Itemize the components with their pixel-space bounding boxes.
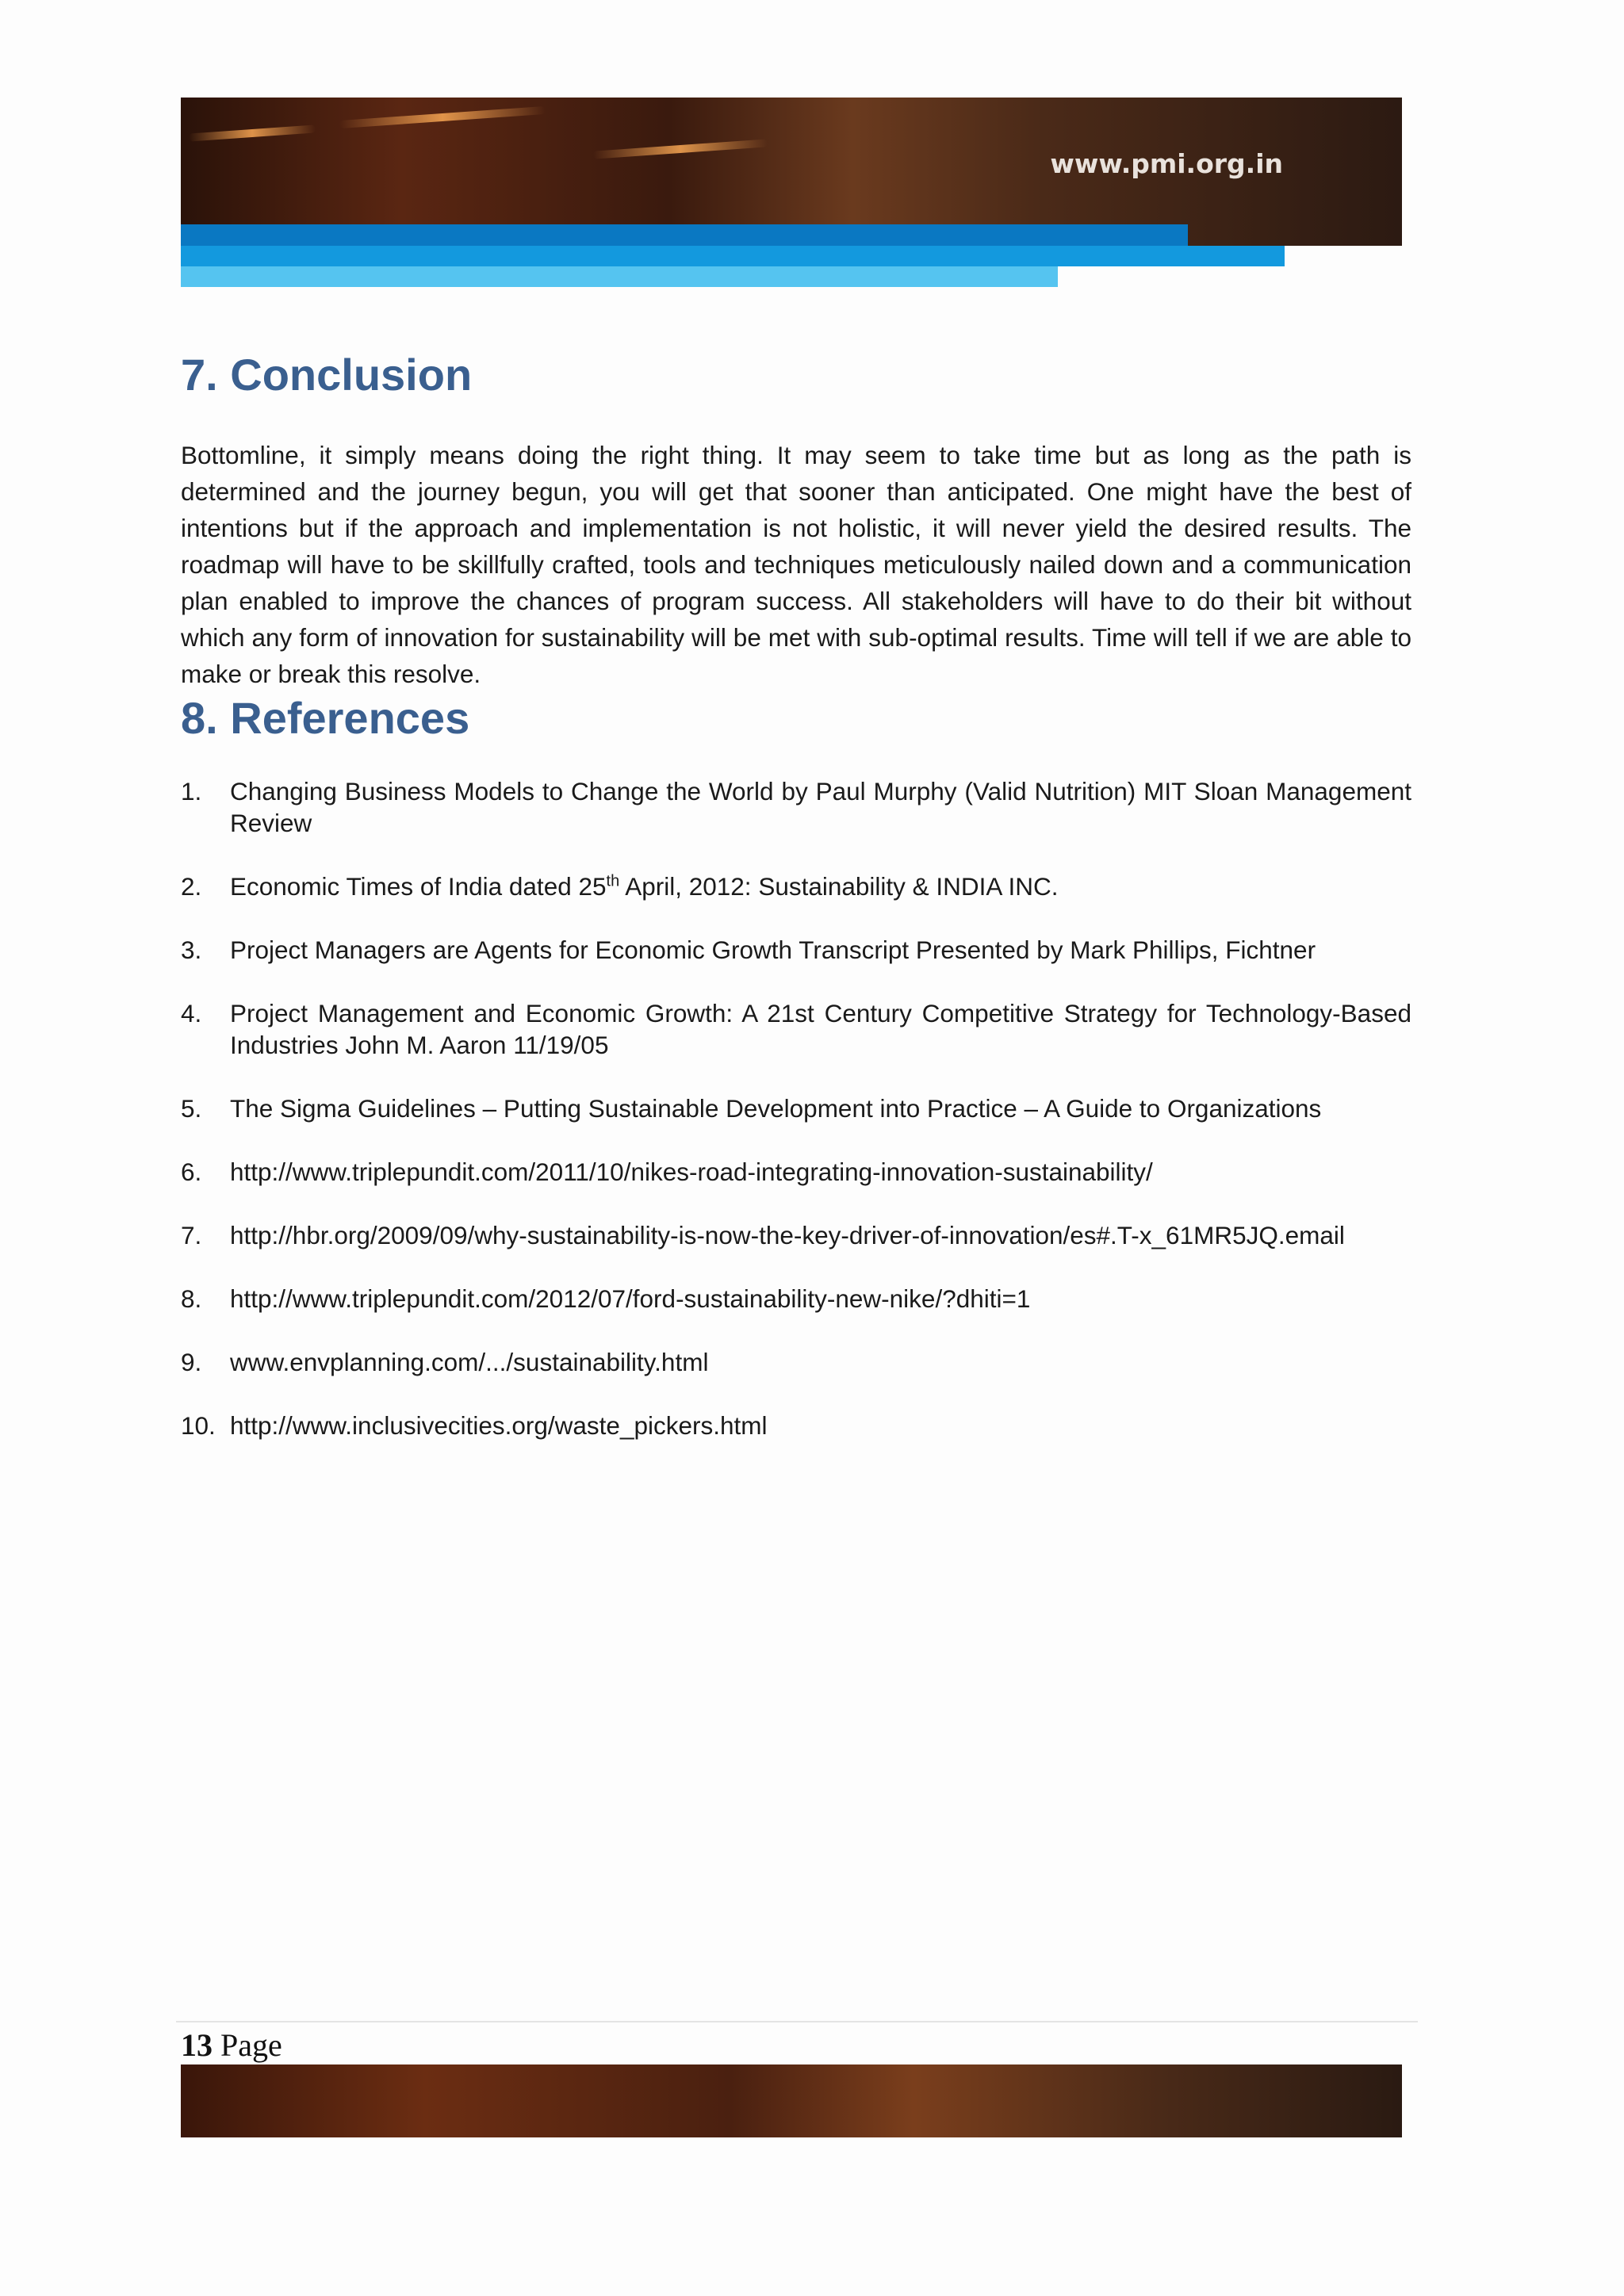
conclusion-paragraph: Bottomline, it simply means doing the right thing. It may seem to take time but as long as the path is determined and the journey begun, you will get that sooner than anticipated. One might have the best of intentions but if the approach and implementation is not holistic, it will never yield the desired results. The roadmap will have to be skillfully crafted, tools and techniques meticulously nailed down and a communication plan enabled to improve the chances of program success. All stakeholders will have to do their bit without which any form of innovation for sustainability will be met with sub-optimal results. Time will tell if we are able to make or break this resolve. [181,441,1411,688]
reference-number: 5. [181,1094,202,1123]
reference-text: Project Management and Economic Growth: A 21st Century Competitive Strategy for Technology-Based Industries John M. Aaron 11/19/05 [230,999,1411,1059]
header-stripe [181,266,1058,287]
reference-number: 2. [181,872,202,901]
reference-number: 8. [181,1284,202,1313]
reference-item [181,1410,1411,1441]
reference-number: 7. [181,1221,202,1249]
reference-item [181,1219,1411,1251]
reference-superscript: th [606,872,620,890]
header-url: www.pmi.org.in [1050,148,1283,179]
reference-text: The Sigma Guidelines – Putting Sustainable Development into Practice – A Guide to Organizations [230,1094,1322,1123]
reference-text: Changing Business Models to Change the World by Paul Murphy (Valid Nutrition) MIT Sloan Management Review [230,777,1411,837]
header-stripe [181,224,1188,246]
reference-text: Project Managers are Agents for Economic Growth Transcript Presented by Mark Phillips, Fichtner [230,936,1316,964]
reference-number: 3. [181,936,202,964]
reference-item [181,1093,1411,1124]
light-streak [339,106,546,128]
reference-number: 4. [181,999,202,1027]
light-streak [189,124,316,141]
reference-link[interactable]: http://hbr.org/2009/09/why-sustainability-is-now-the-key-driver-of-innovation/es#.T-x_61MR5JQ.email [230,1221,1345,1249]
conclusion-heading: 7. Conclusion [181,350,473,400]
reference-link[interactable]: www.envplanning.com/.../sustainability.html [230,1348,709,1376]
reference-link[interactable]: http://www.triplepundit.com/2011/10/nikes-road-integrating-innovation-sustainability/ [230,1158,1153,1186]
reference-text: April, 2012: Sustainability & INDIA INC. [619,872,1059,901]
reference-item [181,1156,1411,1188]
reference-number: 1. [181,777,202,806]
page-label: Page [220,2027,282,2063]
footer-divider [176,2021,1418,2022]
light-streak [593,139,768,159]
reference-number: 9. [181,1348,202,1376]
reference-number: 10. [181,1411,216,1440]
reference-item [181,871,1411,902]
page-number-value: 13 [181,2027,213,2063]
reference-number: 6. [181,1158,202,1186]
reference-item [181,1346,1411,1378]
references-list [181,775,1411,1441]
references-heading: 8. References [181,693,470,743]
reference-item [181,775,1411,839]
header-banner [181,98,1402,246]
footer-banner [181,2064,1402,2137]
reference-text: Economic Times of India dated 25 [230,872,607,901]
reference-link[interactable]: http://www.triplepundit.com/2012/07/ford-sustainability-new-nike/?dhiti=1 [230,1284,1031,1313]
reference-item [181,934,1411,966]
page-number [181,2026,282,2064]
page-content [181,349,1411,1473]
header-stripe [181,246,1285,266]
reference-link[interactable]: http://www.inclusivecities.org/waste_pickers.html [230,1411,768,1440]
reference-item [181,997,1411,1061]
reference-item [181,1283,1411,1314]
